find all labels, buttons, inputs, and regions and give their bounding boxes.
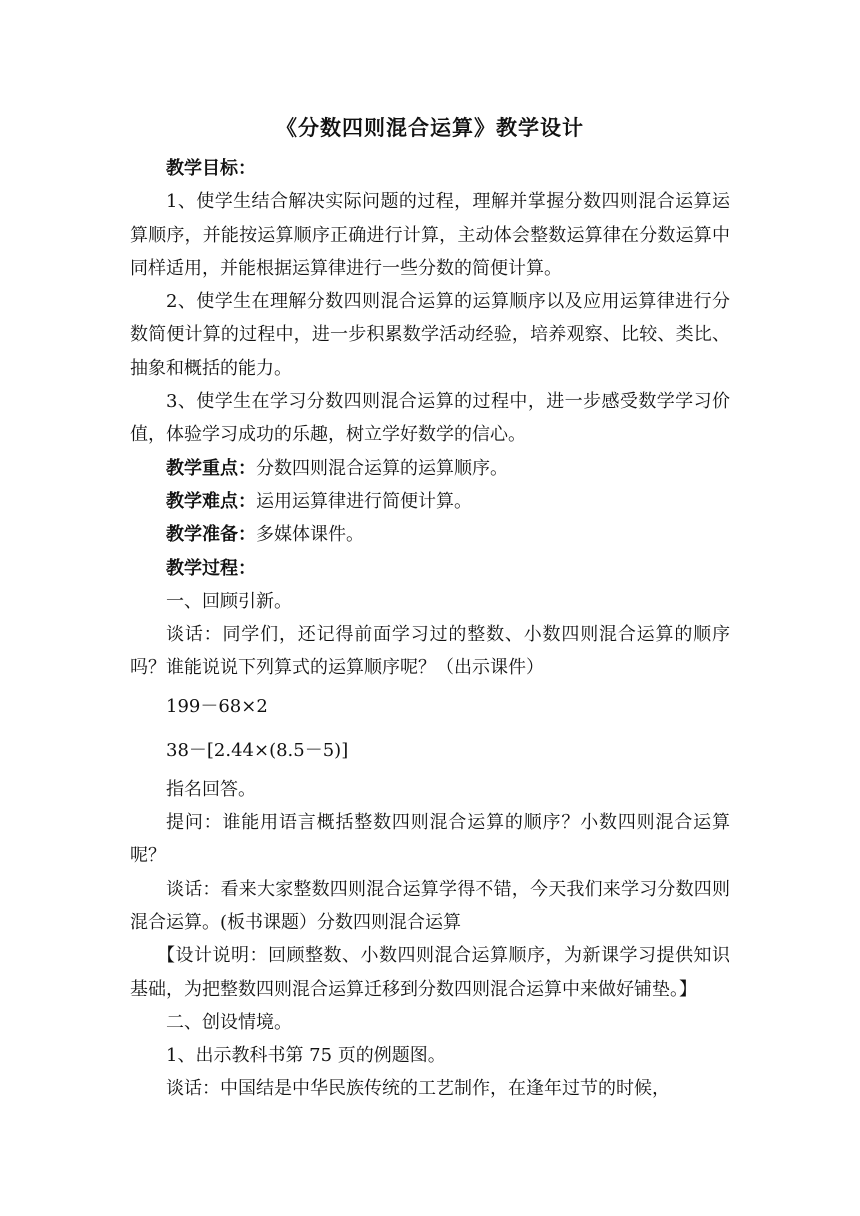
formula-2: 38－[2.44×(8.5－5)]: [166, 739, 349, 761]
preparation-label: 教学准备：: [166, 524, 256, 546]
document-body: [130, 152, 730, 1106]
key-point-text: 分数四则混合运算的运算顺序。: [256, 457, 508, 479]
goal-2: 2、使学生在理解分数四则混合运算的运算顺序以及应用运算律进行分数简便计算的过程中，进一步积累数学活动经验，培养观察、比较、类比、抽象和概括的能力。: [130, 291, 730, 379]
process-heading: 教学过程：: [166, 557, 256, 579]
key-point: [130, 452, 730, 485]
design-note: 【设计说明：回顾整数、小数四则混合运算顺序，为新课学习提供知识基础，为把整数四则混合运算迁移到分数四则混合运算中来做好铺垫。】: [130, 945, 730, 1000]
talk-1: 谈话：同学们，还记得前面学习过的整数、小数四则混合运算的顺序吗？谁能说说下列算式的运算顺序呢？（出示课件）: [130, 624, 730, 679]
section-2-heading: 二、创设情境。: [166, 1011, 292, 1033]
question: 提问：谁能用语言概括整数四则混合运算的顺序？小数四则混合运算呢？: [130, 812, 730, 867]
difficulty: [130, 485, 730, 518]
preparation-text: 多媒体课件。: [256, 524, 364, 546]
talk-3: 谈话：中国结是中华民族传统的工艺制作，在逢年过节的时候，: [166, 1078, 670, 1100]
goal-3: 3、使学生在学习分数四则混合运算的过程中，进一步感受数学学习价值，体验学习成功的乐趣，树立学好数学的信心。: [130, 391, 730, 446]
step-1: 1、出示教科书第 75 页的例题图。: [166, 1045, 446, 1067]
section-1-heading: 一、回顾引新。: [166, 590, 292, 612]
document-title: 《分数四则混合运算》教学设计: [276, 116, 584, 140]
goal-1: 1、使学生结合解决实际问题的过程，理解并掌握分数四则混合运算运算顺序，并能按运算顺序正确进行计算，主动体会整数运算律在分数运算中同样适用，并能根据运算律进行一些分数的简便计算。: [130, 191, 730, 279]
preparation: [130, 518, 730, 551]
key-point-label: 教学重点：: [166, 457, 256, 479]
talk-2: 谈话：看来大家整数四则混合运算学得不错，今天我们来学习分数四则混合运算。(板书课题）分数四则混合运算: [130, 878, 730, 933]
difficulty-text: 运用运算律进行简便计算。: [256, 490, 472, 512]
difficulty-label: 教学难点：: [166, 490, 256, 512]
goals-heading: 教学目标：: [166, 158, 256, 179]
formula-1: 199－68×2: [166, 695, 268, 717]
answer-note: 指名回答。: [166, 778, 256, 800]
